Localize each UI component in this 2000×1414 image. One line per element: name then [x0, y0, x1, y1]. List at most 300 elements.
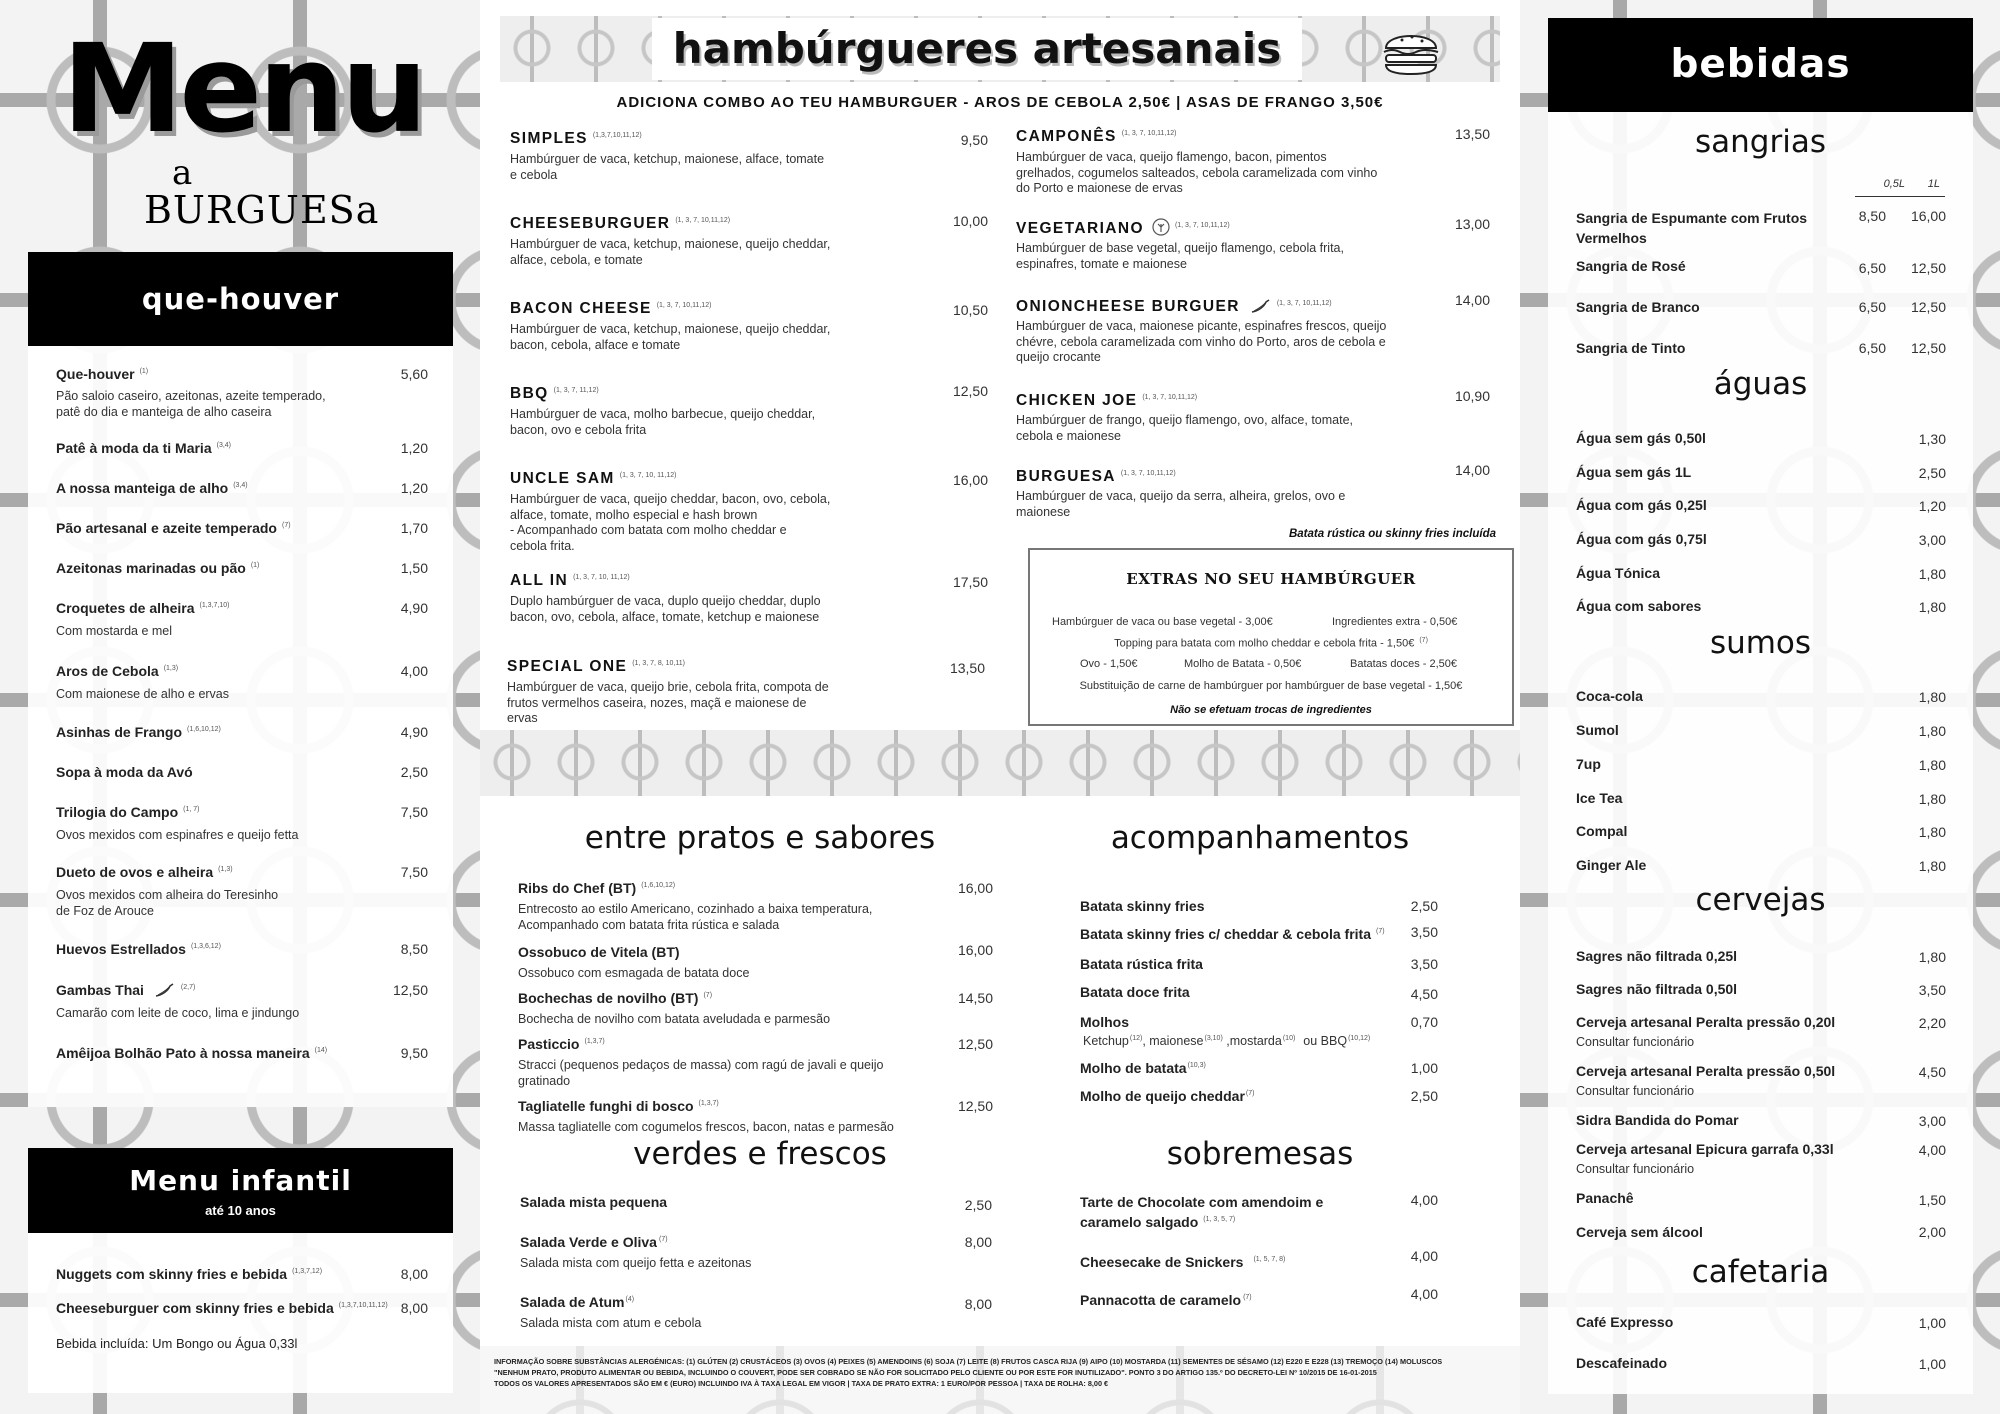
- menu-item: [518, 1036, 993, 1089]
- logo: [40, 18, 440, 238]
- burgers-title: hambúrgueres artesanais: [652, 18, 1302, 80]
- burger-desc: Hambúrguer de vaca, ketchup, maionese, queijo cheddar, alface, cebola, e tomate: [510, 237, 831, 267]
- burger-price: 10,90: [1454, 388, 1490, 404]
- burger-name: ONIONCHEESE BURGUER: [1016, 298, 1240, 315]
- drink-name: Cerveja sem álcool: [1576, 1224, 1703, 1240]
- item-name: Cheesecake de Snickers: [1080, 1254, 1244, 1270]
- drink-name: Ginger Ale: [1576, 857, 1647, 873]
- drink-item: [1576, 464, 1946, 482]
- item-price: 7,50: [400, 864, 428, 880]
- item-name: Batata doce frita: [1080, 984, 1190, 1000]
- drink-item: [1576, 1355, 1946, 1373]
- item-name: Sopa à moda da Avó: [56, 764, 193, 780]
- drink-price: 1,80: [1918, 791, 1946, 807]
- allergen-code: (10,12): [1348, 1034, 1371, 1042]
- drink-price: 1,80: [1918, 757, 1946, 773]
- drink-item: [1576, 299, 1946, 315]
- drink-item: [1576, 1112, 1946, 1130]
- extras-line: Molho de Batata - 0,50€: [1184, 658, 1302, 670]
- drink-item: [1576, 258, 1946, 274]
- drink-price: 2,00: [1918, 1224, 1946, 1240]
- item-price: 4,00: [1410, 1286, 1438, 1302]
- menu-item: [1080, 1248, 1438, 1272]
- item-price: 16,00: [957, 880, 993, 896]
- menu-item: [56, 1300, 428, 1318]
- drink-name: Sangria de Tinto: [1576, 340, 1686, 356]
- drink-name: Café Expresso: [1576, 1314, 1674, 1330]
- allergen-code: (1,3,6,12): [190, 942, 221, 950]
- item-price: 8,00: [400, 1266, 428, 1282]
- item-price: 2,50: [1410, 1088, 1438, 1104]
- menu-item: [1080, 926, 1438, 944]
- allergen-code: (1, 3, 7, 10,11,12): [1142, 393, 1198, 401]
- cervejas-title: cervejas: [1695, 882, 1826, 918]
- item-name: Molhos: [1080, 1014, 1129, 1030]
- drink-name: Água com gás 0,25l: [1576, 497, 1707, 513]
- menu-item: [56, 941, 428, 959]
- burger-item: [510, 470, 988, 554]
- item-price: 4,00: [1410, 1192, 1438, 1208]
- menu-item: [56, 1045, 428, 1063]
- extras-line: Ovo - 1,50€: [1080, 658, 1138, 670]
- burger-item: [1016, 218, 1490, 272]
- menu-item: [520, 1294, 992, 1332]
- burger-price: 14,00: [1454, 292, 1490, 308]
- menu-item: [56, 366, 428, 420]
- drink-price: 1,20: [1918, 498, 1946, 514]
- burger-item: [510, 300, 988, 353]
- drink-price: 1,80: [1918, 723, 1946, 739]
- sumos-title: sumos: [1709, 625, 1812, 661]
- drink-item: [1576, 948, 1946, 966]
- item-price: 4,00: [400, 663, 428, 679]
- drink-item: [1576, 565, 1946, 583]
- item-name: Azeitonas marinadas ou pão: [56, 560, 246, 576]
- allergen-code: (7): [1243, 1293, 1252, 1301]
- drink-price: 4,50: [1918, 1064, 1946, 1080]
- burger-name: CHEESEBURGUER: [510, 215, 671, 232]
- burger-desc: Hambúrguer de vaca, queijo da serra, alheira, grelos, ovo e maionese: [1016, 489, 1346, 519]
- item-name: Ossobuco de Vitela (BT): [518, 944, 680, 960]
- allergen-code: (3,4): [233, 481, 248, 489]
- burger-name: BACON CHEESE: [510, 300, 652, 317]
- burger-item: [510, 215, 988, 268]
- burger-item: [1016, 292, 1490, 366]
- drink-price: 3,00: [1918, 532, 1946, 548]
- item-price: 4,90: [400, 724, 428, 740]
- drink-item: [1576, 430, 1946, 448]
- allergen-code: (1,6,10,12): [187, 725, 221, 733]
- drink-price: 1,30: [1918, 431, 1946, 447]
- entre-title: entre pratos e sabores: [584, 820, 936, 856]
- drink-price: 1,80: [1918, 858, 1946, 874]
- drink-price: 3,00: [1918, 1113, 1946, 1129]
- item-price: 4,90: [400, 600, 428, 616]
- item-price: 2,50: [1410, 898, 1438, 914]
- item-price: 4,00: [1410, 1248, 1438, 1264]
- menu-item: [56, 1266, 428, 1284]
- footer-text: [494, 1356, 1506, 1389]
- drink-name: Sidra Bandida do Pomar: [1576, 1112, 1739, 1128]
- drink-name: Descafeinado: [1576, 1355, 1668, 1371]
- burger-name: BBQ: [510, 385, 549, 402]
- logo-title: Menu: [62, 18, 424, 160]
- drink-item: [1576, 688, 1946, 706]
- fries-note: Batata rústica ou skinny fries incluída: [1288, 528, 1496, 540]
- allergen-code: (1,3,7): [584, 1037, 605, 1045]
- chili-icon: [154, 982, 176, 998]
- allergen-code: (14): [314, 1046, 328, 1054]
- burger-price: 17,50: [952, 574, 988, 590]
- burger-desc: Hambúrguer de vaca, ketchup, maionese, alface, tomate e cebola: [510, 152, 825, 182]
- drink-item: [1576, 340, 1946, 356]
- item-price: 8,50: [400, 941, 428, 957]
- drink-name: Sangria de Rosé: [1576, 258, 1686, 274]
- drink-price-half: 8,50: [1858, 208, 1886, 224]
- extras-line: Ingredientes extra - 0,50€: [1332, 616, 1458, 628]
- allergen-code: (7): [658, 1235, 668, 1243]
- menu-item: [1080, 956, 1438, 974]
- drink-name: Água sem gás 1L: [1576, 464, 1692, 480]
- allergen-code: (7): [282, 521, 291, 529]
- menu-item: [1080, 1088, 1438, 1106]
- item-price: 12,50: [392, 982, 428, 998]
- item-desc: Bochecha de novilho com batata aveludada e parmesão: [518, 1012, 831, 1026]
- menu-item: [518, 1098, 993, 1136]
- item-price: 5,60: [400, 366, 428, 382]
- drink-price-half: 6,50: [1858, 260, 1886, 276]
- drink-price-liter: 12,50: [1910, 260, 1946, 276]
- allergen-code: (1,3,7,10,11,12): [338, 1301, 388, 1309]
- item-price: 2,50: [964, 1197, 992, 1213]
- drink-name: Sangria de Branco: [1576, 299, 1700, 315]
- allergen-code: (7): [1419, 637, 1428, 644]
- menu-item: [518, 990, 993, 1028]
- item-desc: Com mostarda e mel: [56, 624, 173, 638]
- item-name: Salada Verde e Oliva: [520, 1234, 657, 1250]
- burger-name: BURGUESA: [1016, 468, 1116, 485]
- item-name: A nossa manteiga de alho: [56, 480, 229, 496]
- menu-item: [1080, 1192, 1438, 1232]
- extras-line: Hambúrguer de vaca ou base vegetal - 3,00€: [1052, 616, 1273, 628]
- item-price: 8,00: [964, 1234, 992, 1250]
- drink-note: Consultar funcionário: [1576, 1035, 1695, 1049]
- item-desc: Ovos mexidos com alheira do Teresinho de Foz de Arouce: [56, 888, 279, 918]
- divider-strip: [480, 730, 1520, 796]
- drink-name: 7up: [1576, 756, 1601, 772]
- drink-item: [1576, 1141, 1946, 1178]
- burger-desc: Hambúrguer de vaca, queijo brie, cebola frita, compota de frutos vermelhos caseira, nozes, maçã e maionese de ervas: [507, 680, 829, 725]
- molhos-line: [1080, 1034, 1438, 1048]
- burger-desc: Hambúrguer de vaca, maionese picante, espinafres frescos, queijo chévre, cebola caramelizada com vinho do Porto, aros de cebola e queijo crocante: [1016, 319, 1387, 364]
- drink-item: [1576, 722, 1946, 740]
- menu-item: [1080, 1060, 1438, 1078]
- drink-name: Água com gás 0,75l: [1576, 531, 1707, 547]
- molho-option: ou BBQ: [1303, 1034, 1348, 1048]
- menu-item: [518, 880, 993, 933]
- item-name: Batata rústica frita: [1080, 956, 1203, 972]
- item-desc: Pão saloio caseiro, azeitonas, azeite temperado, patê do dia e manteiga de alho caseira: [56, 389, 326, 419]
- menu-item: [1080, 1014, 1438, 1048]
- drink-name: Sangria de Espumante com Frutos Vermelhos: [1576, 210, 1808, 246]
- drink-name: Água sem gás 0,50l: [1576, 430, 1706, 446]
- allergen-code: (1,3,7,12): [292, 1267, 323, 1275]
- menu-item: [56, 982, 428, 1022]
- drink-price: 1,80: [1918, 689, 1946, 705]
- item-name: Molho de queijo cheddar: [1080, 1088, 1245, 1104]
- extras-line: Batatas doces - 2,50€: [1350, 658, 1458, 670]
- item-name: Asinhas de Frango: [56, 724, 183, 740]
- sangrias-title: sangrias: [1695, 124, 1826, 160]
- burger-item: [1016, 128, 1490, 197]
- item-name: Batata skinny fries: [1080, 898, 1205, 914]
- burger-price: 16,00: [952, 472, 988, 488]
- infantil-subtitle: até 10 anos: [205, 1203, 276, 1218]
- item-name: Salada de Atum: [520, 1294, 625, 1310]
- drink-name: Panachê: [1576, 1190, 1634, 1206]
- menu-item: [56, 560, 428, 578]
- item-name: Batata skinny fries c/ cheddar & cebola frita: [1080, 926, 1371, 942]
- item-name: Pannacotta de caramelo: [1080, 1292, 1242, 1308]
- allergen-code: (3,4): [216, 441, 232, 449]
- burger-price: 10,50: [952, 302, 988, 318]
- drink-name: Cerveja artesanal Epicura garrafa 0,33l: [1576, 1141, 1834, 1157]
- menu-item: [56, 724, 428, 742]
- drink-item: [1576, 1190, 1946, 1208]
- drink-item: [1576, 981, 1946, 999]
- menu-item: [520, 1194, 992, 1212]
- allergen-code: (1,3): [163, 664, 179, 672]
- allergen-code: (1, 3, 7, 10, 11,12): [573, 573, 630, 581]
- allergen-code: (1, 3, 7, 10,11,12): [675, 216, 731, 224]
- item-price: 9,50: [400, 1045, 428, 1061]
- item-desc: Camarão com leite de coco, lima e jindungo: [56, 1006, 300, 1020]
- item-name: Nuggets com skinny fries e bebida: [56, 1266, 288, 1282]
- allergen-code: (1, 3, 7, 10,11,12): [1120, 469, 1176, 477]
- drink-name: Coca-cola: [1576, 688, 1643, 704]
- item-name: Ribs do Chef (BT): [518, 880, 637, 896]
- drink-name: Sagres não filtrada 0,25l: [1576, 948, 1738, 964]
- allergen-code: (1,3,7,10,11,12): [592, 131, 642, 139]
- allergen-code: (1, 7): [183, 805, 200, 813]
- drink-price-liter: 12,50: [1910, 299, 1946, 315]
- item-price: 4,50: [1410, 986, 1438, 1002]
- burger-item: [510, 385, 988, 438]
- infantil-note: Bebida incluída: Um Bongo ou Água 0,33l: [56, 1336, 298, 1351]
- burger-item: [1016, 462, 1490, 520]
- item-desc: Ovos mexidos com espinafres e queijo fetta: [56, 828, 299, 842]
- allergen-code: (1, 5, 7, 8): [1253, 1255, 1286, 1263]
- drink-price: 1,80: [1918, 949, 1946, 965]
- burger-desc: Hambúrguer de vaca, molho barbecue, queijo cheddar, bacon, ovo e cebola frita: [510, 407, 816, 437]
- extras-note: Não se efetuam trocas de ingredientes: [1170, 704, 1372, 716]
- que-houver-title: que-houver: [28, 252, 453, 346]
- burger-icon: [1380, 22, 1442, 78]
- drink-item: [1576, 790, 1946, 808]
- drink-price: 2,20: [1918, 1015, 1946, 1031]
- extras-line: Substituição de carne de hambúrguer por hambúrguer de base vegetal - 1,50€: [1079, 680, 1463, 692]
- allergen-code: (7): [1376, 927, 1385, 935]
- menu-item: [56, 864, 428, 919]
- drink-item: [1576, 598, 1946, 616]
- menu-item: [1080, 984, 1438, 1002]
- burger-price: 13,00: [1454, 216, 1490, 232]
- item-name: Que-houver: [56, 366, 135, 382]
- item-name: Croquetes de alheira: [56, 600, 195, 616]
- item-desc: Salada mista com queijo fetta e azeitonas: [520, 1256, 752, 1270]
- item-name: Cheeseburguer com skinny fries e bebida: [56, 1300, 334, 1316]
- burger-price: 14,00: [1454, 462, 1490, 478]
- item-price: 0,70: [1410, 1014, 1438, 1030]
- item-name: Molho de batata: [1080, 1060, 1187, 1076]
- item-desc: Com maionese de alho e ervas: [56, 687, 230, 701]
- chili-icon: [1250, 298, 1272, 314]
- allergen-code: (1, 3, 7, 11,12): [553, 386, 599, 394]
- drink-price-liter: 12,50: [1910, 340, 1946, 356]
- item-desc: Massa tagliatelle com cogumelos frescos, bacon, natas e parmesão: [518, 1120, 894, 1134]
- burger-name: SIMPLES: [510, 130, 588, 147]
- menu-item: [1080, 1286, 1438, 1310]
- drink-name: Água com sabores: [1576, 598, 1702, 614]
- drink-name: Cerveja artesanal Peralta pressão 0,20l: [1576, 1014, 1836, 1030]
- menu-item: [518, 944, 993, 982]
- footer-legal: "NENHUM PRATO, PRODUTO ALIMENTAR OU BEBIDA, INCLUINDO O COUVERT, PODE SER COBRADO SE NÃO FOR SOLICITADO PELO CLIENTE OU POR ESTE FOR INUTILIZADO". PONTO 3 DO ARTIGO 135.º DO DECRETO-LEI Nº 10/2015 DE 16-01-2015: [494, 1368, 1377, 1377]
- drink-name: Água Tónica: [1576, 565, 1661, 581]
- footer-prices: TODOS OS VALORES APRESENTADOS SÃO EM € (EURO) INCLUINDO IVA À TAXA LEGAL EM VIGOR | TAXA DE PRATO EXTRA: 1 EURO/POR PESSOA | TAXA DE ROLHA: 8,00 €: [494, 1379, 1109, 1388]
- menu-item: [56, 600, 428, 640]
- drink-item: [1576, 857, 1946, 875]
- drink-price-liter: 16,00: [1910, 208, 1946, 224]
- drink-item: [1576, 531, 1946, 549]
- burger-name: VEGETARIANO: [1016, 220, 1144, 237]
- item-desc: Stracci (pequenos pedaços de massa) com ragú de javali e queijo gratinado: [518, 1058, 884, 1088]
- item-price: 12,50: [957, 1098, 993, 1114]
- allergen-code: (10): [1282, 1034, 1296, 1042]
- burger-price: 9,50: [960, 132, 988, 148]
- sangrias-col-rule: [1855, 196, 1945, 197]
- drink-item: [1576, 1014, 1946, 1051]
- drink-item: [1576, 1314, 1946, 1332]
- item-price: 1,20: [400, 440, 428, 456]
- extras-line: Topping para batata com molho cheddar e cebola frita - 1,50€: [1114, 637, 1415, 650]
- drink-name: Compal: [1576, 823, 1628, 839]
- burger-name: UNCLE SAM: [510, 470, 615, 487]
- item-name: Pasticcio: [518, 1036, 580, 1052]
- drink-name: Sagres não filtrada 0,50l: [1576, 981, 1738, 997]
- burger-desc: Hambúrguer de vaca, queijo cheddar, bacon, ovo, cebola, alface, tomate, molho especial e hash brown - Acompanhado com batata com molho cheddar e cebola frita.: [510, 492, 831, 553]
- drink-note: Consultar funcionário: [1576, 1084, 1695, 1098]
- allergen-code: (1,3,7,10): [199, 601, 230, 609]
- burger-desc: Hambúrguer de vaca, ketchup, maionese, queijo cheddar, bacon, cebola, alface e tomate: [510, 322, 831, 352]
- burger-desc: Hambúrguer de base vegetal, queijo flamengo, cebola frita, espinafres, tomate e maionese: [1016, 241, 1344, 271]
- burger-name: CAMPONÊS: [1016, 128, 1117, 145]
- drink-item: [1576, 208, 1946, 248]
- drink-note: Consultar funcionário: [1576, 1162, 1695, 1176]
- verdes-title: verdes e frescos: [633, 1136, 887, 1172]
- item-price: 8,00: [400, 1300, 428, 1316]
- drink-price: 1,00: [1918, 1356, 1946, 1372]
- allergen-code: (1, 3, 7, 10,11,12): [656, 301, 712, 309]
- item-name: Amêijoa Bolhão Pato à nossa maneira: [56, 1045, 310, 1061]
- burger-item: [507, 658, 985, 727]
- molho-option: ,mostarda: [1222, 1034, 1282, 1048]
- item-price: 16,00: [957, 942, 993, 958]
- allergen-code: (1, 3, 7, 10,11,12): [1276, 299, 1332, 307]
- drink-price: 2,50: [1918, 465, 1946, 481]
- allergen-code: (1, 3, 7, 10,11,12): [1174, 221, 1230, 229]
- item-name: Dueto de ovos e alheira: [56, 864, 214, 880]
- drink-price-half: 6,50: [1858, 340, 1886, 356]
- item-name: Tagliatelle funghi di bosco: [518, 1098, 694, 1114]
- extras-title: EXTRAS NO SEU HAMBÚRGUER: [1126, 570, 1416, 588]
- item-price: 8,00: [964, 1296, 992, 1312]
- item-price: 12,50: [957, 1036, 993, 1052]
- drink-item: [1576, 756, 1946, 774]
- bebidas-title: bebidas: [1548, 18, 1973, 112]
- drink-price: 1,00: [1918, 1315, 1946, 1331]
- allergen-code: (1): [139, 367, 149, 375]
- menu-item: [1080, 898, 1438, 916]
- extras-box: [1028, 548, 1514, 726]
- drink-price: 1,50: [1918, 1192, 1946, 1208]
- drink-name: Cerveja artesanal Peralta pressão 0,50l: [1576, 1063, 1836, 1079]
- drink-name: Sumol: [1576, 722, 1619, 738]
- allergen-code: (1, 3, 5, 7): [1203, 1215, 1236, 1223]
- burger-price: 10,00: [952, 213, 988, 229]
- burger-price: 13,50: [1454, 126, 1490, 142]
- burger-price: 13,50: [949, 660, 985, 676]
- logo-sub-burguesa: BURGUESa: [144, 188, 380, 232]
- menu-item: [56, 480, 428, 498]
- burger-item: [510, 130, 988, 183]
- item-desc: Entrecosto ao estilo Americano, cozinhado a baixa temperatura, Acompanhado com batata frita rústica e salada: [518, 902, 873, 932]
- item-name: Pão artesanal e azeite temperado: [56, 520, 277, 536]
- burger-price: 12,50: [952, 383, 988, 399]
- allergen-code: (12): [1129, 1034, 1143, 1042]
- footer-allergens: INFORMAÇÃO SOBRE SUBSTÂNCIAS ALERGÉNICAS: (1) GLÚTEN (2) CRUSTÁCEOS (3) OVOS (4) PEIXES (5) AMENDOINS (6) SOJA (7) LEITE (8) FRUTOS CASCA RIJA (9) AIPO (10) MOSTARDA (11) SEMENTES DE SÉSAMO (12) E220 E E228 (13) TREMOÇO (14) MOLUSCOS: [494, 1357, 1443, 1366]
- drink-item: [1576, 1224, 1946, 1242]
- burger-desc: Duplo hambúrguer de vaca, duplo queijo cheddar, duplo bacon, ovo, cebola, alface, tomate, ketchup e maionese: [510, 594, 821, 624]
- combo-line: ADICIONA COMBO AO TEU HAMBURGUER - AROS DE CEBOLA 2,50€ | ASAS DE FRANGO 3,50€: [616, 94, 1384, 111]
- allergen-code: (10,3): [1187, 1061, 1206, 1069]
- allergen-code: (1,3,7): [698, 1099, 719, 1107]
- menu-item: [56, 440, 428, 458]
- allergen-code: (7): [1245, 1089, 1255, 1097]
- allergen-code: (1, 3, 7, 8, 10,11): [632, 659, 685, 667]
- item-price: 14,50: [957, 990, 993, 1006]
- drink-price: 1,80: [1918, 824, 1946, 840]
- logo-sub-a: a: [172, 153, 193, 193]
- infantil-header: [28, 1148, 453, 1233]
- menu-item: [56, 804, 428, 844]
- item-desc: Salada mista com atum e cebola: [520, 1316, 702, 1330]
- menu-item: [56, 663, 428, 703]
- item-name: Patê à moda da ti Maria: [56, 440, 212, 456]
- item-name: Huevos Estrellados: [56, 941, 186, 957]
- allergen-code: (7): [703, 991, 713, 999]
- burger-name: CHICKEN JOE: [1016, 392, 1138, 409]
- item-price: 1,70: [400, 520, 428, 536]
- item-price: 3,50: [1410, 956, 1438, 972]
- allergen-code: (4): [625, 1295, 635, 1303]
- burger-item: [510, 572, 988, 625]
- allergen-code: (1): [250, 561, 260, 569]
- item-price: 1,20: [400, 480, 428, 496]
- leaf-icon: [1152, 218, 1170, 236]
- allergen-code: (3,10): [1204, 1034, 1223, 1042]
- sangrias-col-half: 0,5L: [1883, 178, 1905, 190]
- drink-item: [1576, 823, 1946, 841]
